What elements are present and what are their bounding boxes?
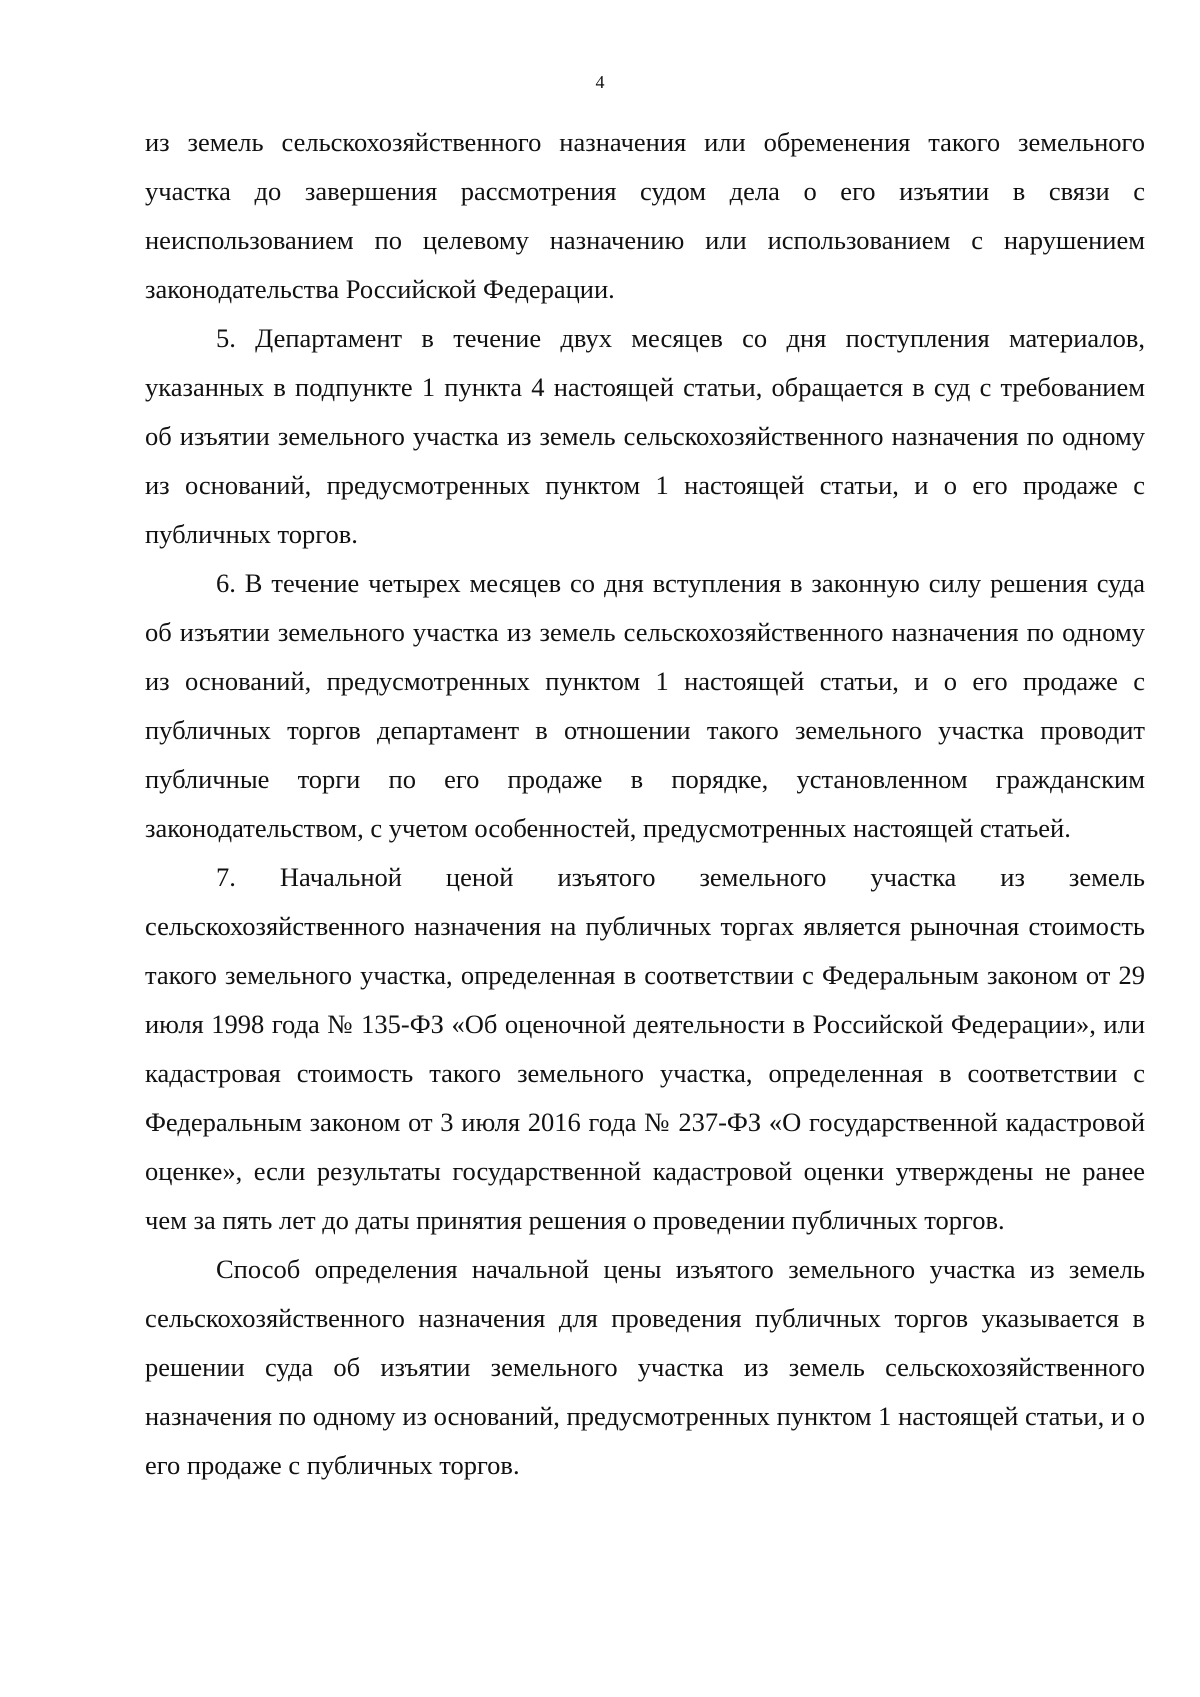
paragraph-5: 5. Департамент в течение двух месяцев со дня поступления материалов, указанных в подпункте 1 пункта 4 настоящей статьи, обращается в суд с требованием об изъятии земельного участка из земель сельскохозяйственного назначения по одному из оснований, предусмотренных пунктом 1 настоящей статьи, и о его продаже с публичных торгов.	[145, 323, 1145, 549]
paragraph-6: 6. В течение четырех месяцев со дня вступления в законную силу решения суда об изъятии земельного участка из земель сельскохозяйственного назначения по одному из оснований, предусмотренных пунктом 1 настоящей статьи, и о его продаже с публичных торгов департамент в отношении такого земельного участка проводит публичные торги по его продаже в порядке, установленном гражданским законодательством, с учетом особенностей, предусмотренных настоящей статьей.	[145, 568, 1145, 843]
paragraph-7-method: Способ определения начальной цены изъятого земельного участка из земель сельскохозяйственного назначения для проведения публичных торгов указывается в решении суда об изъятии земельного участка из земель сельскохозяйственного назначения по одному из оснований, предусмотренных пунктом 1 настоящей статьи, и о его продаже с публичных торгов.	[145, 1254, 1145, 1480]
page-number: 4	[595, 72, 605, 92]
document-body	[145, 118, 1145, 1490]
paragraph-7: 7. Начальной ценой изъятого земельного участка из земель сельскохозяйственного назначения на публичных торгах является рыночная стоимость такого земельного участка, определенная в соответствии с Федеральным законом от 29 июля 1998 года № 135-ФЗ «Об оценочной деятельности в Российской Федерации», или кадастровая стоимость такого земельного участка, определенная в соответствии с Федеральным законом от 3 июля 2016 года № 237-ФЗ «О государственной кадастровой оценке», если результаты государственной кадастровой оценки утверждены не ранее чем за пять лет до даты принятия решения о проведении публичных торгов.	[145, 862, 1145, 1235]
paragraph-continuation: из земель сельскохозяйственного назначения или обременения такого земельного участка до завершения рассмотрения судом дела о его изъятии в связи с неиспользованием по целевому назначению или использованием с нарушением законодательства Российской Федерации.	[145, 127, 1145, 304]
